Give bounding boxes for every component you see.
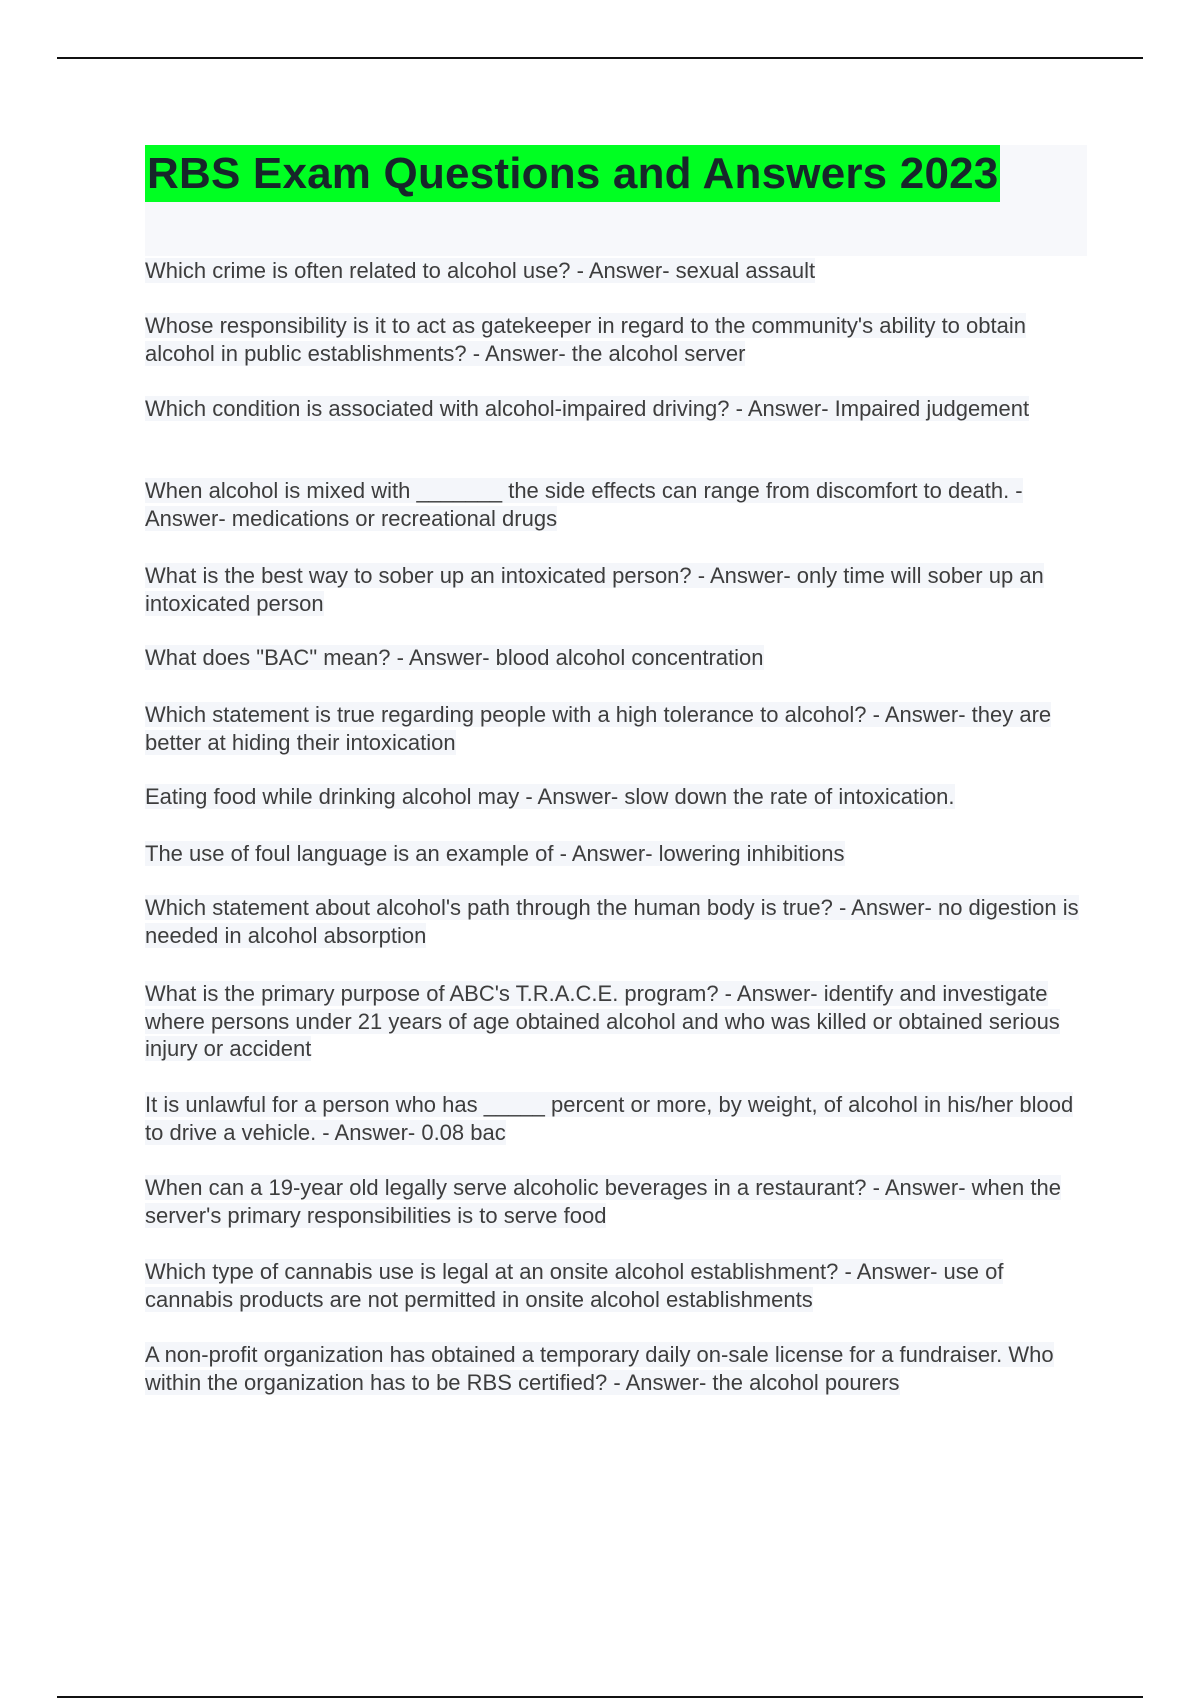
qa-item: [145, 894, 1095, 949]
qa-text: A non-profit organization has obtained a temporary daily on-sale license for a fundraiser. Who within the organization has to be RBS certified? - Answer- the alcohol pourers: [145, 1342, 1054, 1395]
qa-text: When alcohol is mixed with _______ the side effects can range from discomfort to death. - Answer- medications or recreational drugs: [145, 478, 1023, 531]
top-rule: [57, 57, 1143, 59]
qa-text: What does "BAC" mean? - Answer- blood alcohol concentration: [145, 645, 764, 670]
qa-text: Which type of cannabis use is legal at an onsite alcohol establishment? - Answer- use of cannabis products are not permitted in onsite alcohol establishments: [145, 1259, 1004, 1312]
page-title: RBS Exam Questions and Answers 2023: [145, 145, 1000, 202]
qa-text: What is the best way to sober up an intoxicated person? - Answer- only time will sober up an intoxicated person: [145, 563, 1044, 616]
qa-text: Which crime is often related to alcohol use? - Answer- sexual assault: [145, 258, 816, 283]
qa-item: [145, 395, 1095, 423]
qa-item: [145, 1341, 1095, 1396]
qa-item: [145, 783, 1095, 811]
qa-item: [145, 644, 1095, 672]
qa-text: Eating food while drinking alcohol may - Answer- slow down the rate of intoxication.: [145, 784, 955, 809]
qa-text: Which statement is true regarding people with a high tolerance to alcohol? - Answer- they are better at hiding their intoxication: [145, 702, 1052, 755]
qa-item: [145, 980, 1095, 1063]
qa-item: [145, 477, 1095, 532]
qa-text: What is the primary purpose of ABC's T.R.A.C.E. program? - Answer- identify and investigate where persons under 21 years of age obtained alcohol and who was killed or obtained serious injury or accident: [145, 981, 1060, 1061]
qa-item: [145, 562, 1095, 617]
qa-item: [145, 257, 1095, 285]
qa-item: [145, 840, 1095, 868]
qa-text: When can a 19-year old legally serve alcoholic beverages in a restaurant? - Answer- when the server's primary responsibilities is to serve food: [145, 1175, 1061, 1228]
qa-text: It is unlawful for a person who has _____ percent or more, by weight, of alcohol in his/her blood to drive a vehicle. - Answer- 0.08 bac: [145, 1092, 1074, 1145]
title-block: [145, 145, 1087, 256]
bottom-rule: [57, 1696, 1143, 1698]
qa-item: [145, 1091, 1095, 1146]
qa-item: [145, 701, 1095, 756]
qa-item: [145, 1258, 1095, 1313]
qa-text: The use of foul language is an example of - Answer- lowering inhibitions: [145, 841, 845, 866]
qa-item: [145, 1174, 1095, 1229]
qa-text: Whose responsibility is it to act as gatekeeper in regard to the community's ability to obtain alcohol in public establishments? - Answer- the alcohol server: [145, 313, 1026, 366]
qa-item: [145, 312, 1095, 367]
qa-text: Which condition is associated with alcohol-impaired driving? - Answer- Impaired judgement: [145, 396, 1030, 421]
qa-text: Which statement about alcohol's path through the human body is true? - Answer- no digestion is needed in alcohol absorption: [145, 895, 1079, 948]
